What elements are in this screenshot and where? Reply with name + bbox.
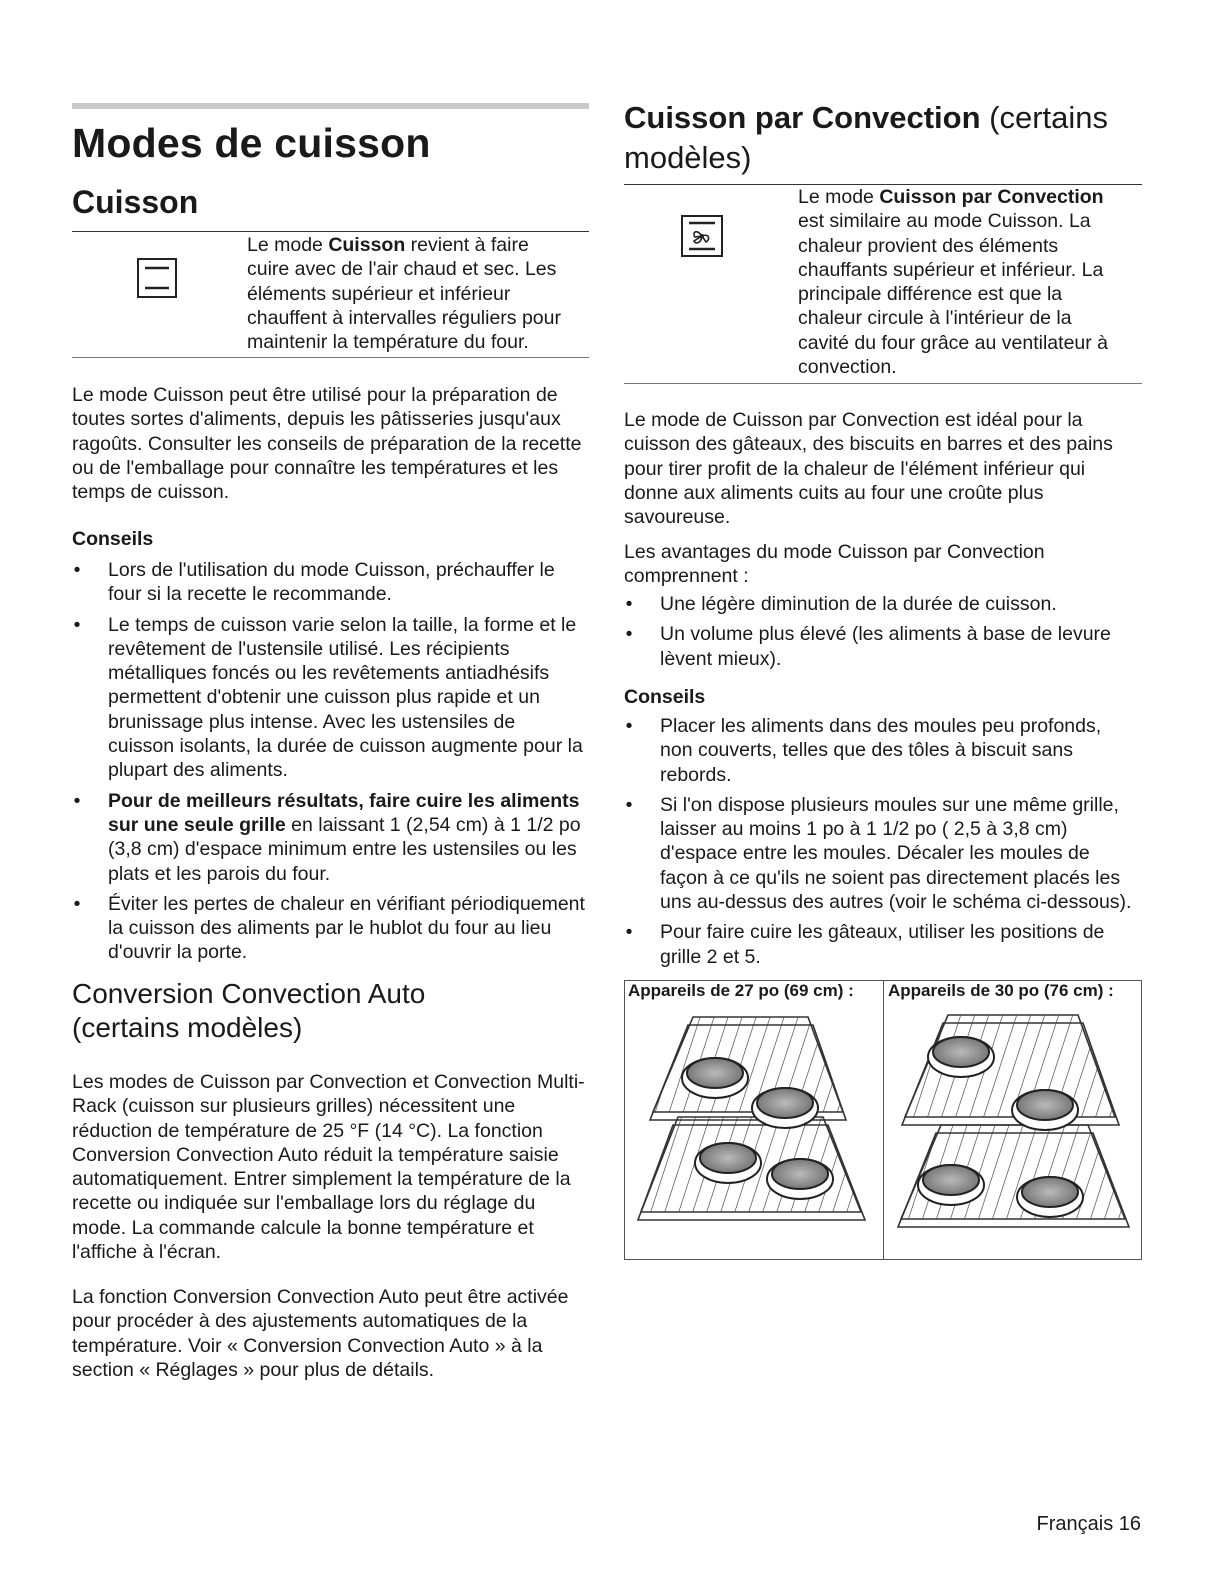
list-item: • Pour faire cuire les gâteaux, utiliser les positions de grille 2 et 5. <box>625 921 1105 968</box>
list-item: • Éviter les pertes de chaleur en vérifiant périodiquement la cuisson des aliments par le hublot du four au lieu d'ouvrir la porte. <box>73 892 585 964</box>
convection-tips-list <box>624 714 1154 975</box>
page-number: Français 16 <box>1036 1513 1141 1535</box>
page-title: Modes de cuisson <box>72 120 431 166</box>
figure-label-30: Appareils de 30 po (76 cm) : <box>888 981 1114 1000</box>
bake-mode-description: Le mode Cuisson revient à faire cuire avec de l'air chaud et sec. Les éléments supérieur et inférieur chauffent à intervalles réguliers pour maintenir la température du four. <box>247 234 561 354</box>
title-top-bar <box>72 103 589 109</box>
list-item: • Placer les aliments dans des moules peu profonds, non couverts, telles que des tôles à biscuit sans rebords. <box>625 715 1102 786</box>
convection-mode-description: Le mode Cuisson par Convection est similaire au mode Cuisson. La chaleur provient des éléments chauffants supérieur et inférieur. La principale différence est que la chaleur circule à l'intérieur de la cavité du four grâce au ventilateur à convection. <box>798 186 1109 379</box>
list-item: • Le temps de cuisson varie selon la taille, la forme et le revêtement de l'ustensile utilisé. Les récipients métalliques foncés ou les revêtements antiadhésifs permettent d'obtenir une cuisson plus rapide et un brunissage plus intense. Avec les ustensiles de cuisson isolants, la durée de cuisson augmente pour la plupart des aliments. <box>73 613 583 782</box>
convection-body-paragraph: Le mode de Cuisson par Convection est idéal pour la cuisson des gâteaux, des biscuits en barres et des pains pour tirer profit de la chaleur de l'élément inférieur qui donne aux aliments cuits au four une croûte plus savoureuse. <box>624 409 1113 529</box>
advantages-intro: Les avantages du mode Cuisson par Convection comprennent : <box>624 541 1045 588</box>
list-item: • Pour de meilleurs résultats, faire cuire les aliments sur une seule grille en laissant 1 (2,54 cm) à 1 1/2 po (3,8 cm) d'espace minimum entre les ustensiles ou les plats et les parois du four. <box>73 789 581 885</box>
tips-heading: Conseils <box>624 686 706 708</box>
tips-heading: Conseils <box>72 528 154 550</box>
rack-position-figure <box>624 980 1142 1260</box>
bake-mode-icon <box>137 258 177 298</box>
section-title-cuisson: Cuisson <box>72 184 199 220</box>
auto-convection-paragraph-1: Les modes de Cuisson par Convection et Convection Multi- Rack (cuisson sur plusieurs grilles) nécessitent une réduction de température de 25 °F (14 °C). La fonction Conversion Convection Auto réduit la température saisie automatiquement. Entrer simplement la température de la recette ou indiquée sur l'emballage lors du réglage du mode. La commande calcule la bonne température et l'affiche à l'écran. <box>72 1071 585 1264</box>
auto-convection-title: Conversion Convection Auto (certains modèles) <box>72 978 426 1043</box>
bake-body-paragraph: Le mode Cuisson peut être utilisé pour la préparation de toutes sortes d'aliments, depuis les pâtisseries jusqu'aux ragoûts. Consulter les conseils de préparation de la recette ou de l'emballage pour connaître les températures et les temps de cuisson. <box>72 384 582 504</box>
figure-label-27: Appareils de 27 po (69 cm) : <box>628 981 854 1000</box>
list-item: • Une légère diminution de la durée de cuisson. <box>625 593 1057 615</box>
list-item: • Un volume plus élevé (les aliments à base de levure lèvent mieux). <box>625 623 1111 670</box>
divider <box>72 357 589 358</box>
advantages-list <box>624 592 1154 677</box>
rack-30-illustration <box>893 1007 1138 1257</box>
auto-convection-paragraph-2: La fonction Conversion Convection Auto peut être activée pour procéder à des ajustements automatiques de la température. Voir « Conversion Convection Auto » à la section « Réglages » pour plus de détails. <box>72 1286 569 1381</box>
convection-title: Cuisson par Convection (certains modèles) <box>624 100 1109 175</box>
rack-27-illustration <box>633 1007 878 1257</box>
convection-fan-icon <box>681 215 723 257</box>
list-item: • Si l'on dispose plusieurs moules sur une même grille, laisser au moins 1 po à 1 1/2 po ( 2,5 à 3,8 cm) d'espace entre les moules. Décaler les moules de façon à ce qu'ils ne soient pas directement placés les uns au-dessus des autres (voir le schéma ci-dessous). <box>625 793 1132 914</box>
divider <box>624 383 1142 384</box>
divider <box>72 231 589 232</box>
list-item: • Lors de l'utilisation du mode Cuisson, préchauffer le four si la recette le recommande. <box>73 559 555 606</box>
figure-divider <box>883 981 884 1259</box>
bake-tips-list <box>72 558 602 971</box>
